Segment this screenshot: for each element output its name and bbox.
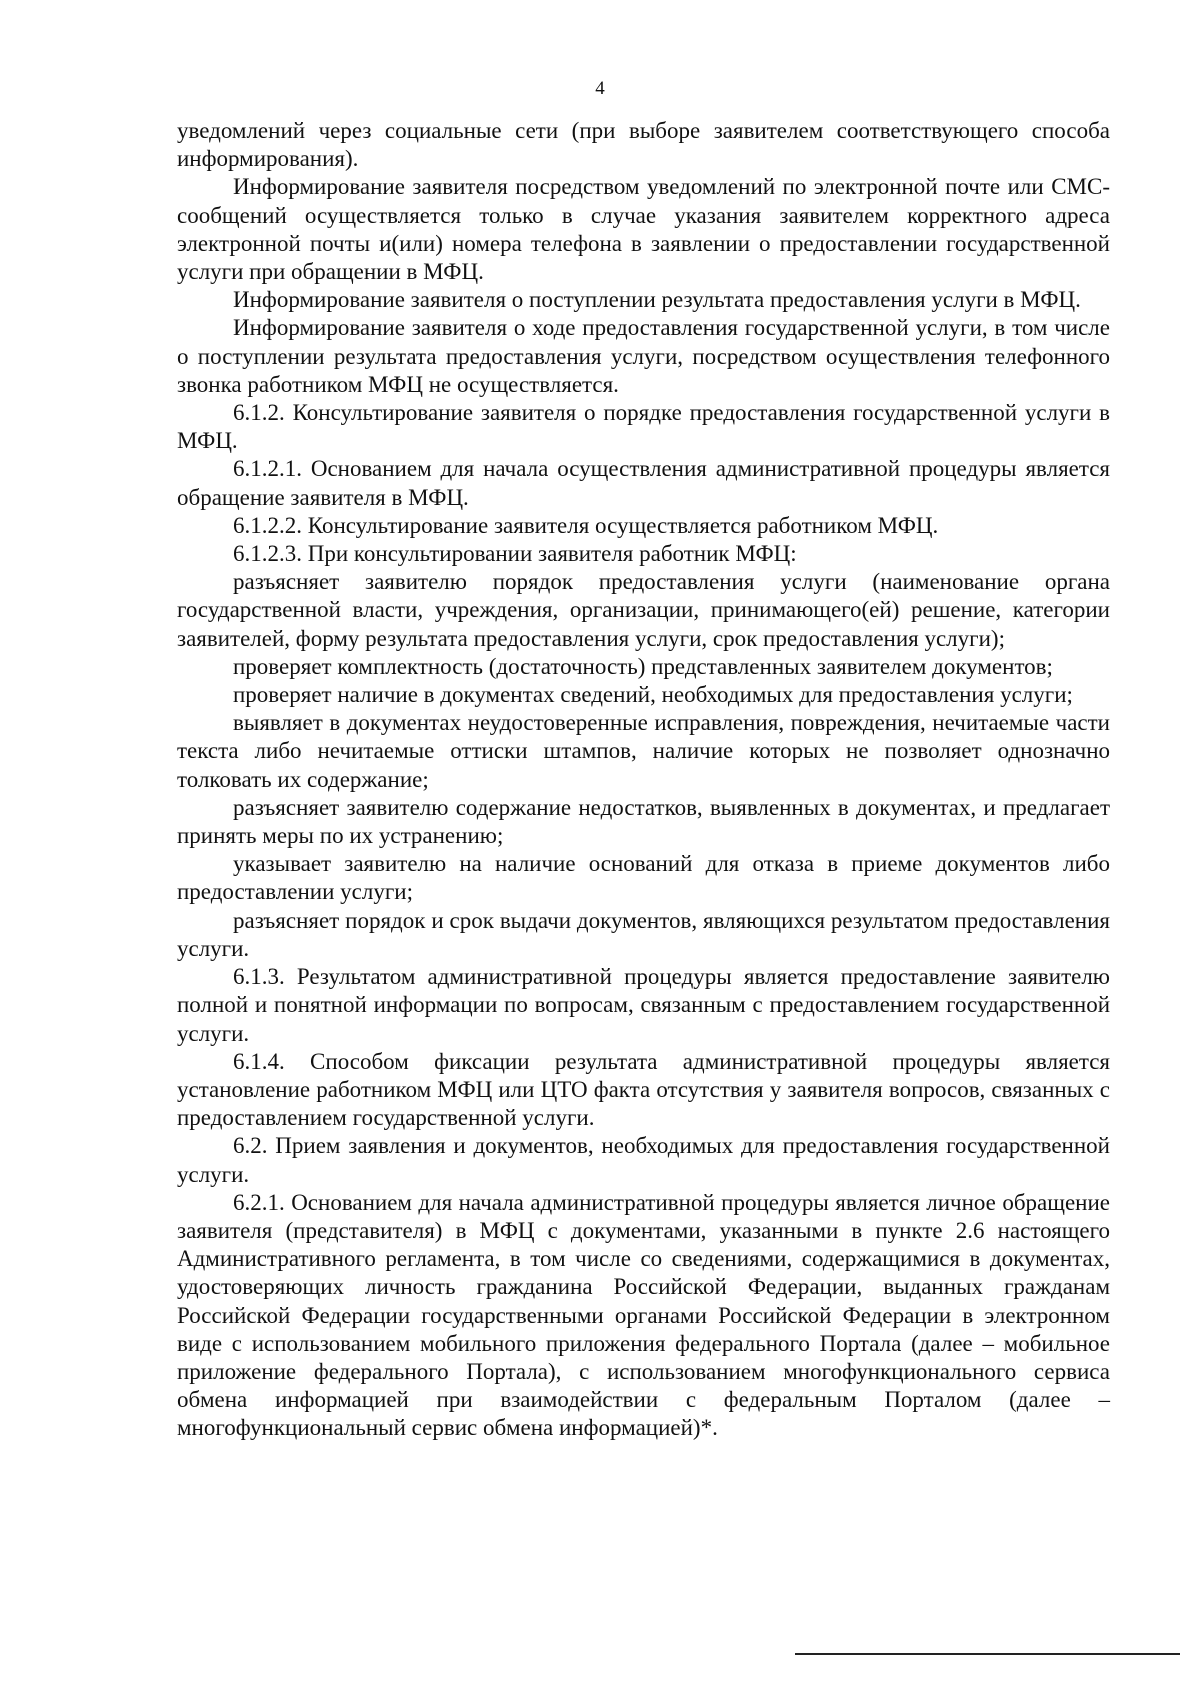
paragraph: проверяет наличие в документах сведений, необходимых для предоставления услуги; [233,682,1073,708]
page-number: 4 [595,78,605,99]
paragraph: уведомлений через социальные сети (при выборе заявителем соответствующего способа информирования). [177,118,1110,172]
paragraph: 6.1.2.1. Основанием для начала осуществления административной процедуры является обращение заявителя в МФЦ. [177,456,1110,510]
paragraph: разъясняет заявителю порядок предоставления услуги (наименование органа государственной власти, учреждения, организации, принимающего(ей) решение, категории заявителей, форму результата предоставления услуги, срок предоставления услуги); [177,569,1110,651]
document-body [177,117,1110,1443]
paragraph: разъясняет порядок и срок выдачи документов, являющихся результатом предоставления услуги. [177,907,1110,961]
paragraph: 6.2.1. Основанием для начала административной процедуры является личное обращение заявителя (представителя) в МФЦ с документами, указанными в пункте 2.6 настоящего Административного регламента, в том числе со сведениями, содержащимися в документах, удостоверяющих личность гражданина Российской Федерации, выданных гражданам Российской Федерации государственными органами Российской Федерации в электронном виде с использованием мобильного приложения федерального Портала (далее – мобильное приложение федерального Портала), с использованием многофункционального сервиса обмена информацией при взаимодействии с федеральным Порталом (далее – многофункциональный сервис обмена информацией)*. [177,1189,1110,1441]
paragraph: 6.1.2.2. Консультирование заявителя осуществляется работником МФЦ. [233,512,939,538]
paragraph: Информирование заявителя посредством уведомлений по электронной почте или СМС-сообщений осуществляется только в случае указания заявителем корректного адреса электронной почты и(или) номера телефона в заявлении о предоставлении государственной услуги при обращении в МФЦ. [177,174,1110,285]
paragraph: выявляет в документах неудостоверенные исправления, повреждения, нечитаемые части текста либо нечитаемые оттиски штампов, наличие которых не позволяет однозначно толковать их содержание; [177,710,1110,792]
paragraph: разъясняет заявителю содержание недостатков, выявленных в документах, и предлагает принять меры по их устранению; [177,794,1110,849]
paragraph: 6.2. Прием заявления и документов, необходимых для предоставления государственной услуги. [177,1133,1110,1187]
footnote-separator [795,1653,1180,1655]
paragraph: Информирование заявителя о поступлении результата предоставления услуги в МФЦ. [233,287,1081,313]
paragraph: 6.1.3. Результатом административной процедуры является предоставление заявителю полной и понятной информации по вопросам, связанным с предоставлением государственной услуги. [177,964,1110,1046]
paragraph: Информирование заявителя о ходе предоставления государственной услуги, в том числе о поступлении результата предоставления услуги, посредством осуществления телефонного звонка работником МФЦ не осуществляется. [177,315,1110,397]
paragraph: проверяет комплектность (достаточность) представленных заявителем документов; [233,653,1053,679]
paragraph: указывает заявителю на наличие оснований для отказа в приеме документов либо предоставлении услуги; [177,851,1110,905]
paragraph: 6.1.2.3. При консультировании заявителя работник МФЦ: [233,541,797,567]
paragraph: 6.1.4. Способом фиксации результата административной процедуры является установление работником МФЦ или ЦТО факта отсутствия у заявителя вопросов, связанных с предоставлением государственной услуги. [177,1048,1110,1131]
paragraph: 6.1.2. Консультирование заявителя о порядке предоставления государственной услуги в МФЦ. [177,400,1110,454]
